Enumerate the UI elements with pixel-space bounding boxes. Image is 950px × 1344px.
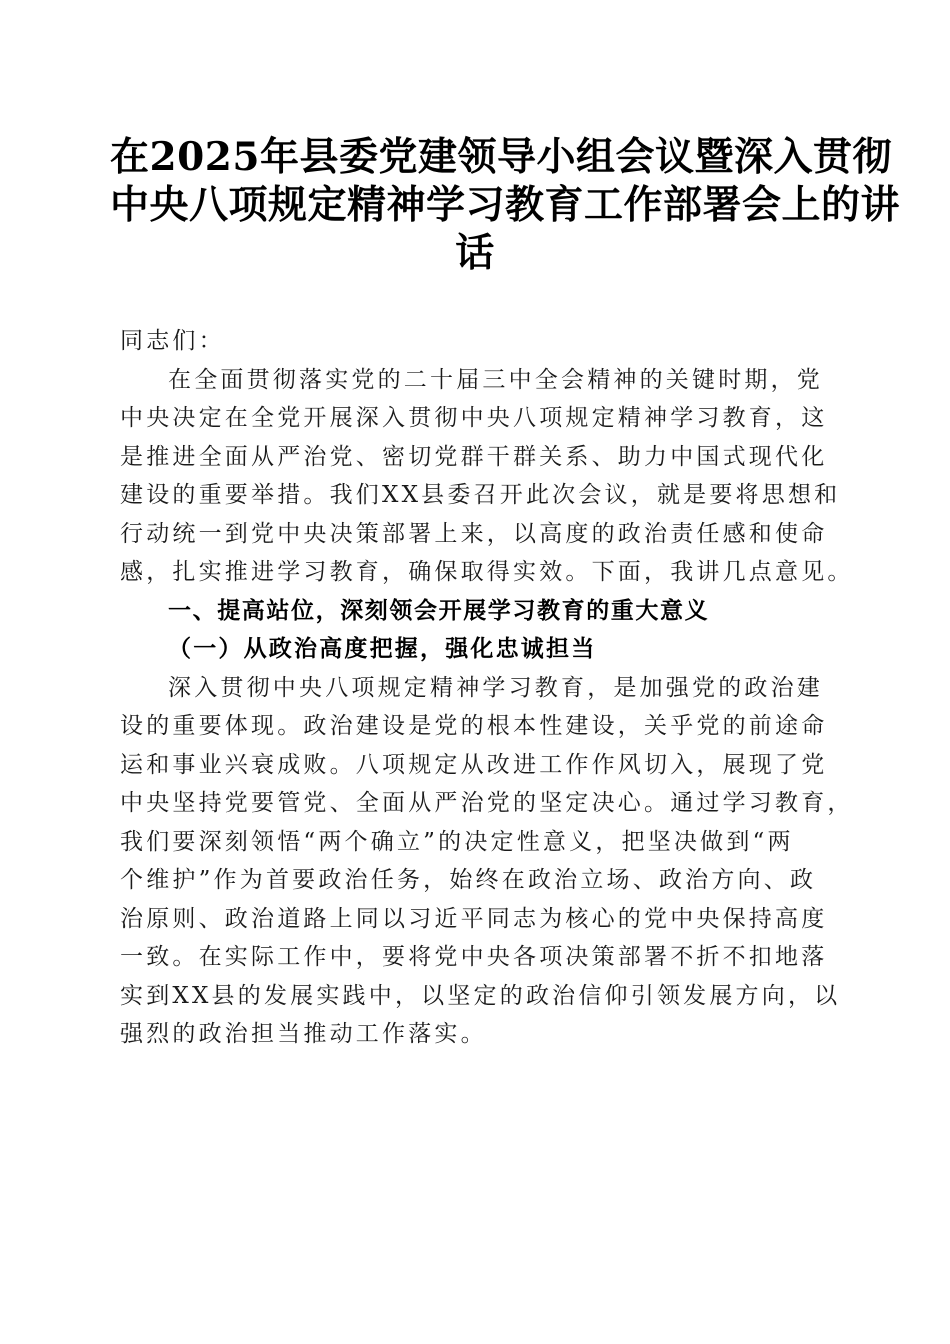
paragraph-line: 中央坚持党要管党、全面从严治党的坚定决心。通过学习教育， [120,790,854,816]
paragraph-line: 是推进全面从严治党、密切党群干群关系、助力中国式现代化 [120,443,828,470]
paragraph-line: 在全面贯彻落实党的二十届三中全会精神的关键时期，党 [168,366,823,393]
paragraph-line: 建设的重要举措。我们XX县委召开此次会议，就是要将思想和 [120,482,841,508]
section-heading: 一、提高站位，深刻领会开展学习教育的重大意义 [168,597,710,624]
title-line: 在2025年县委党建领导小组会议暨深入贯彻 [110,134,893,180]
paragraph-line: 治原则、政治道路上同以习近平同志为核心的党中央保持高度 [120,905,828,932]
paragraph-line: 运和事业兴衰成败。八项规定从改进工作作风切入，展现了党 [120,751,828,778]
paragraph-line: 个维护”作为首要政治任务，始终在政治立场、政治方向、政 [120,867,817,893]
paragraph-line: 实到XX县的发展实践中，以坚定的政治信仰引领发展方向，以 [120,982,841,1009]
title-line: 话 [455,230,495,276]
paragraph-line: 行动统一到党中央决策部署上来，以高度的政治责任感和使命 [120,520,828,547]
paragraph-line: 感，扎实推进学习教育，确保取得实效。下面，我讲几点意见。 [120,559,854,585]
subsection-heading: （一）从政治高度把握，强化忠诚担当 [168,635,597,662]
document-title [110,133,901,277]
paragraph-line: 设的重要体现。政治建设是党的根本性建设，关乎党的前途命 [120,713,828,739]
document-body [120,322,854,1054]
paragraph-line: 强烈的政治担当推动工作落实。 [120,1021,487,1047]
paragraph-line: 深入贯彻中央八项规定精神学习教育，是加强党的政治建 [168,674,823,701]
salutation: 同志们： [120,328,225,354]
paragraph-line: 我们要深刻领悟“两个确立”的决定性意义，把坚决做到“两 [120,828,794,855]
paragraph-line: 一致。在实际工作中，要将党中央各项决策部署不折不扣地落 [120,944,828,970]
paragraph-line: 中央决定在全党开展深入贯彻中央八项规定精神学习教育，这 [120,405,828,431]
title-line: 中央八项规定精神学习教育工作部署会上的讲 [110,182,901,228]
